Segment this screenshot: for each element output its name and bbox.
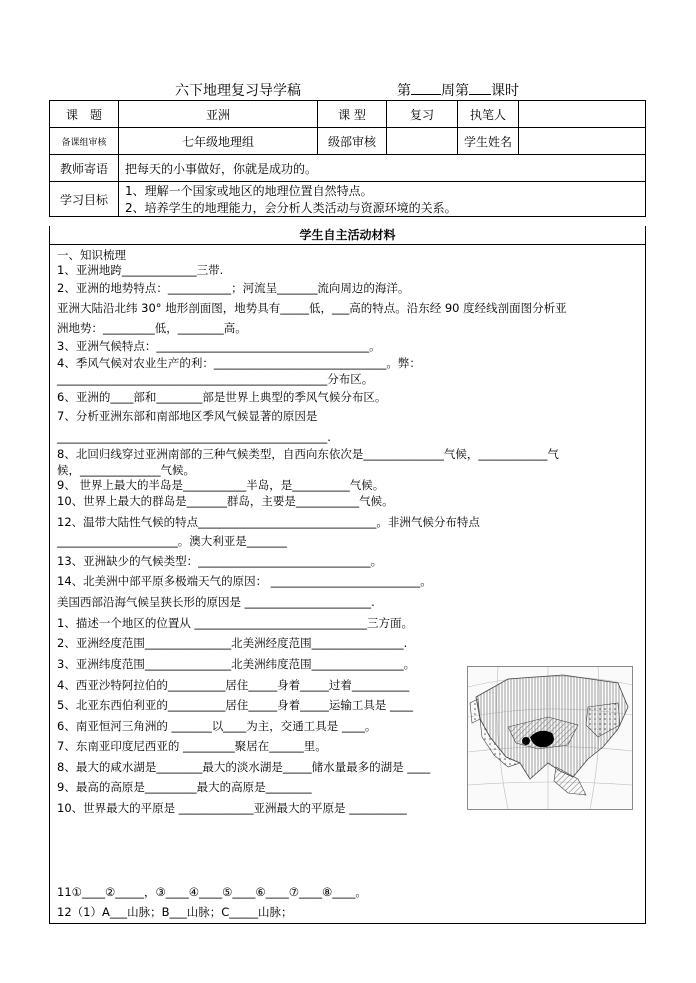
- teacher-message: 把每天的小事做好，你就是成功的。: [119, 155, 646, 182]
- line-3: 亚洲大陆沿北纬 30° 地形剖面图，地势具有_____低，___高的特点。沿东经 90 度经线剖面图分析亚: [57, 301, 567, 315]
- label-group-review: 备课组审核: [50, 128, 119, 155]
- line-24: 5、北亚东西伯利亚的__________居住_____身着_____运输工具是 ____: [57, 698, 413, 712]
- line-25: 6、南亚恒河三角洲的 _______以____为主，交通工具是 ____。: [57, 719, 377, 733]
- line-2: 2、亚洲的地势特点：___________；河流呈_______流向周边的海洋。: [57, 281, 410, 295]
- line-27: 8、最大的咸水湖是________最大的淡水湖是_____储水量最多的湖是 ____: [57, 760, 431, 774]
- line-22: 3、亚洲纬度范围_______________北美洲纬度范围________________。: [57, 657, 416, 671]
- learning-goals: [119, 182, 646, 217]
- value-topic: 亚洲: [119, 101, 318, 128]
- value-grade-review[interactable]: [387, 128, 458, 155]
- value-author[interactable]: [519, 101, 646, 128]
- label-learning-goals: 学习目标: [50, 182, 119, 217]
- line-17: 13、亚洲缺少的气候类型：______________________________。: [57, 554, 383, 568]
- label-topic: 课 题: [50, 101, 119, 128]
- line-29: 10、世界最大的平原是 _____________亚洲最大的平原是 __________: [57, 801, 407, 815]
- value-group-review: 七年级地理组: [119, 128, 318, 155]
- line-31: 12（1）A___山脉；B___山脉；C_____山脉；: [57, 905, 293, 919]
- label-author: 执笔人: [458, 101, 519, 128]
- page-header: [0, 80, 696, 100]
- asia-climate-map: [467, 666, 633, 810]
- line-11: 8、北回归线穿过亚洲南部的三种气候类型，自西向东依次是______________气候，____________气: [57, 447, 559, 461]
- line-9: 7、分析亚洲东部和南部地区季风气候显著的原因是: [57, 409, 318, 423]
- label-grade-review: 级部审核: [318, 128, 387, 155]
- label-student-name: 学生姓名: [458, 128, 519, 155]
- activity-body: [49, 226, 646, 924]
- label-type: 课 型: [318, 101, 387, 128]
- goal-2: 2、培养学生的地理能力，会分析人类活动与资源环境的关系。: [125, 201, 457, 215]
- line-23: 4、西亚沙特阿拉伯的__________居住_____身着_____过着__________: [57, 678, 410, 692]
- line-14: 10、世界上最大的群岛是_______群岛，主要是___________气候。: [57, 494, 394, 508]
- line-12: 候，______________气候。: [57, 463, 195, 477]
- value-type: 复习: [387, 101, 458, 128]
- header-table: [49, 100, 646, 217]
- section-title: 学生自主活动材料: [50, 226, 645, 245]
- line-6: 4、季风气候对农业生产的利：______________________________。弊：: [57, 356, 421, 370]
- line-30: 11①____②_____，③____④____⑤____⑥____⑦____⑧____。: [57, 885, 367, 899]
- line-18: 14、北美洲中部平原多极端天气的原因： __________________________。: [57, 574, 432, 588]
- line-1: 1、亚洲地跨_____________三带.: [57, 263, 224, 277]
- line-20: 1、描述一个地区的位置从 ______________________________三方面。: [57, 616, 413, 630]
- line-5: 3、亚洲气候特点：_____________________________________。: [57, 339, 381, 353]
- line-15: 12、温带大陆性气候的特点_______________________________。非洲气候分布特点: [57, 515, 480, 529]
- line-19: 美国西部沿海气候呈狭长形的原因是 ______________________.: [57, 595, 375, 609]
- label-teacher-message: 教师寄语: [50, 155, 119, 182]
- line-10: _______________________________________________.: [57, 430, 331, 444]
- map-graphic: [468, 667, 632, 809]
- line-7: _______________________________________________分布区。: [57, 372, 374, 386]
- line-4: 洲地势：_________低，________高。: [57, 321, 247, 335]
- goal-1: 1、理解一个国家或地区的地理位置自然特点。: [125, 184, 373, 198]
- page-title: 六下地理复习导学稿: [175, 83, 301, 99]
- week-lesson-label: 第 周第 课时: [397, 80, 519, 100]
- line-21: 2、亚洲经度范围_______________北美洲经度范围________________.: [57, 636, 408, 650]
- line-16: _____________________。澳大利亚是_______: [57, 534, 287, 548]
- line-0: 一、知识梳理: [57, 248, 126, 262]
- line-28: 9、最高的高原是_________最大的高原是________: [57, 780, 312, 794]
- line-8: 6、亚洲的____部和________部是世界上典型的季风气候分布区。: [57, 390, 387, 404]
- line-13: 9、 世界上最大的半岛是___________半岛，是__________气候。: [57, 478, 385, 492]
- value-student-name[interactable]: [519, 128, 646, 155]
- line-26: 7、东南亚印度尼西亚的 _________聚居在______里。: [57, 739, 327, 753]
